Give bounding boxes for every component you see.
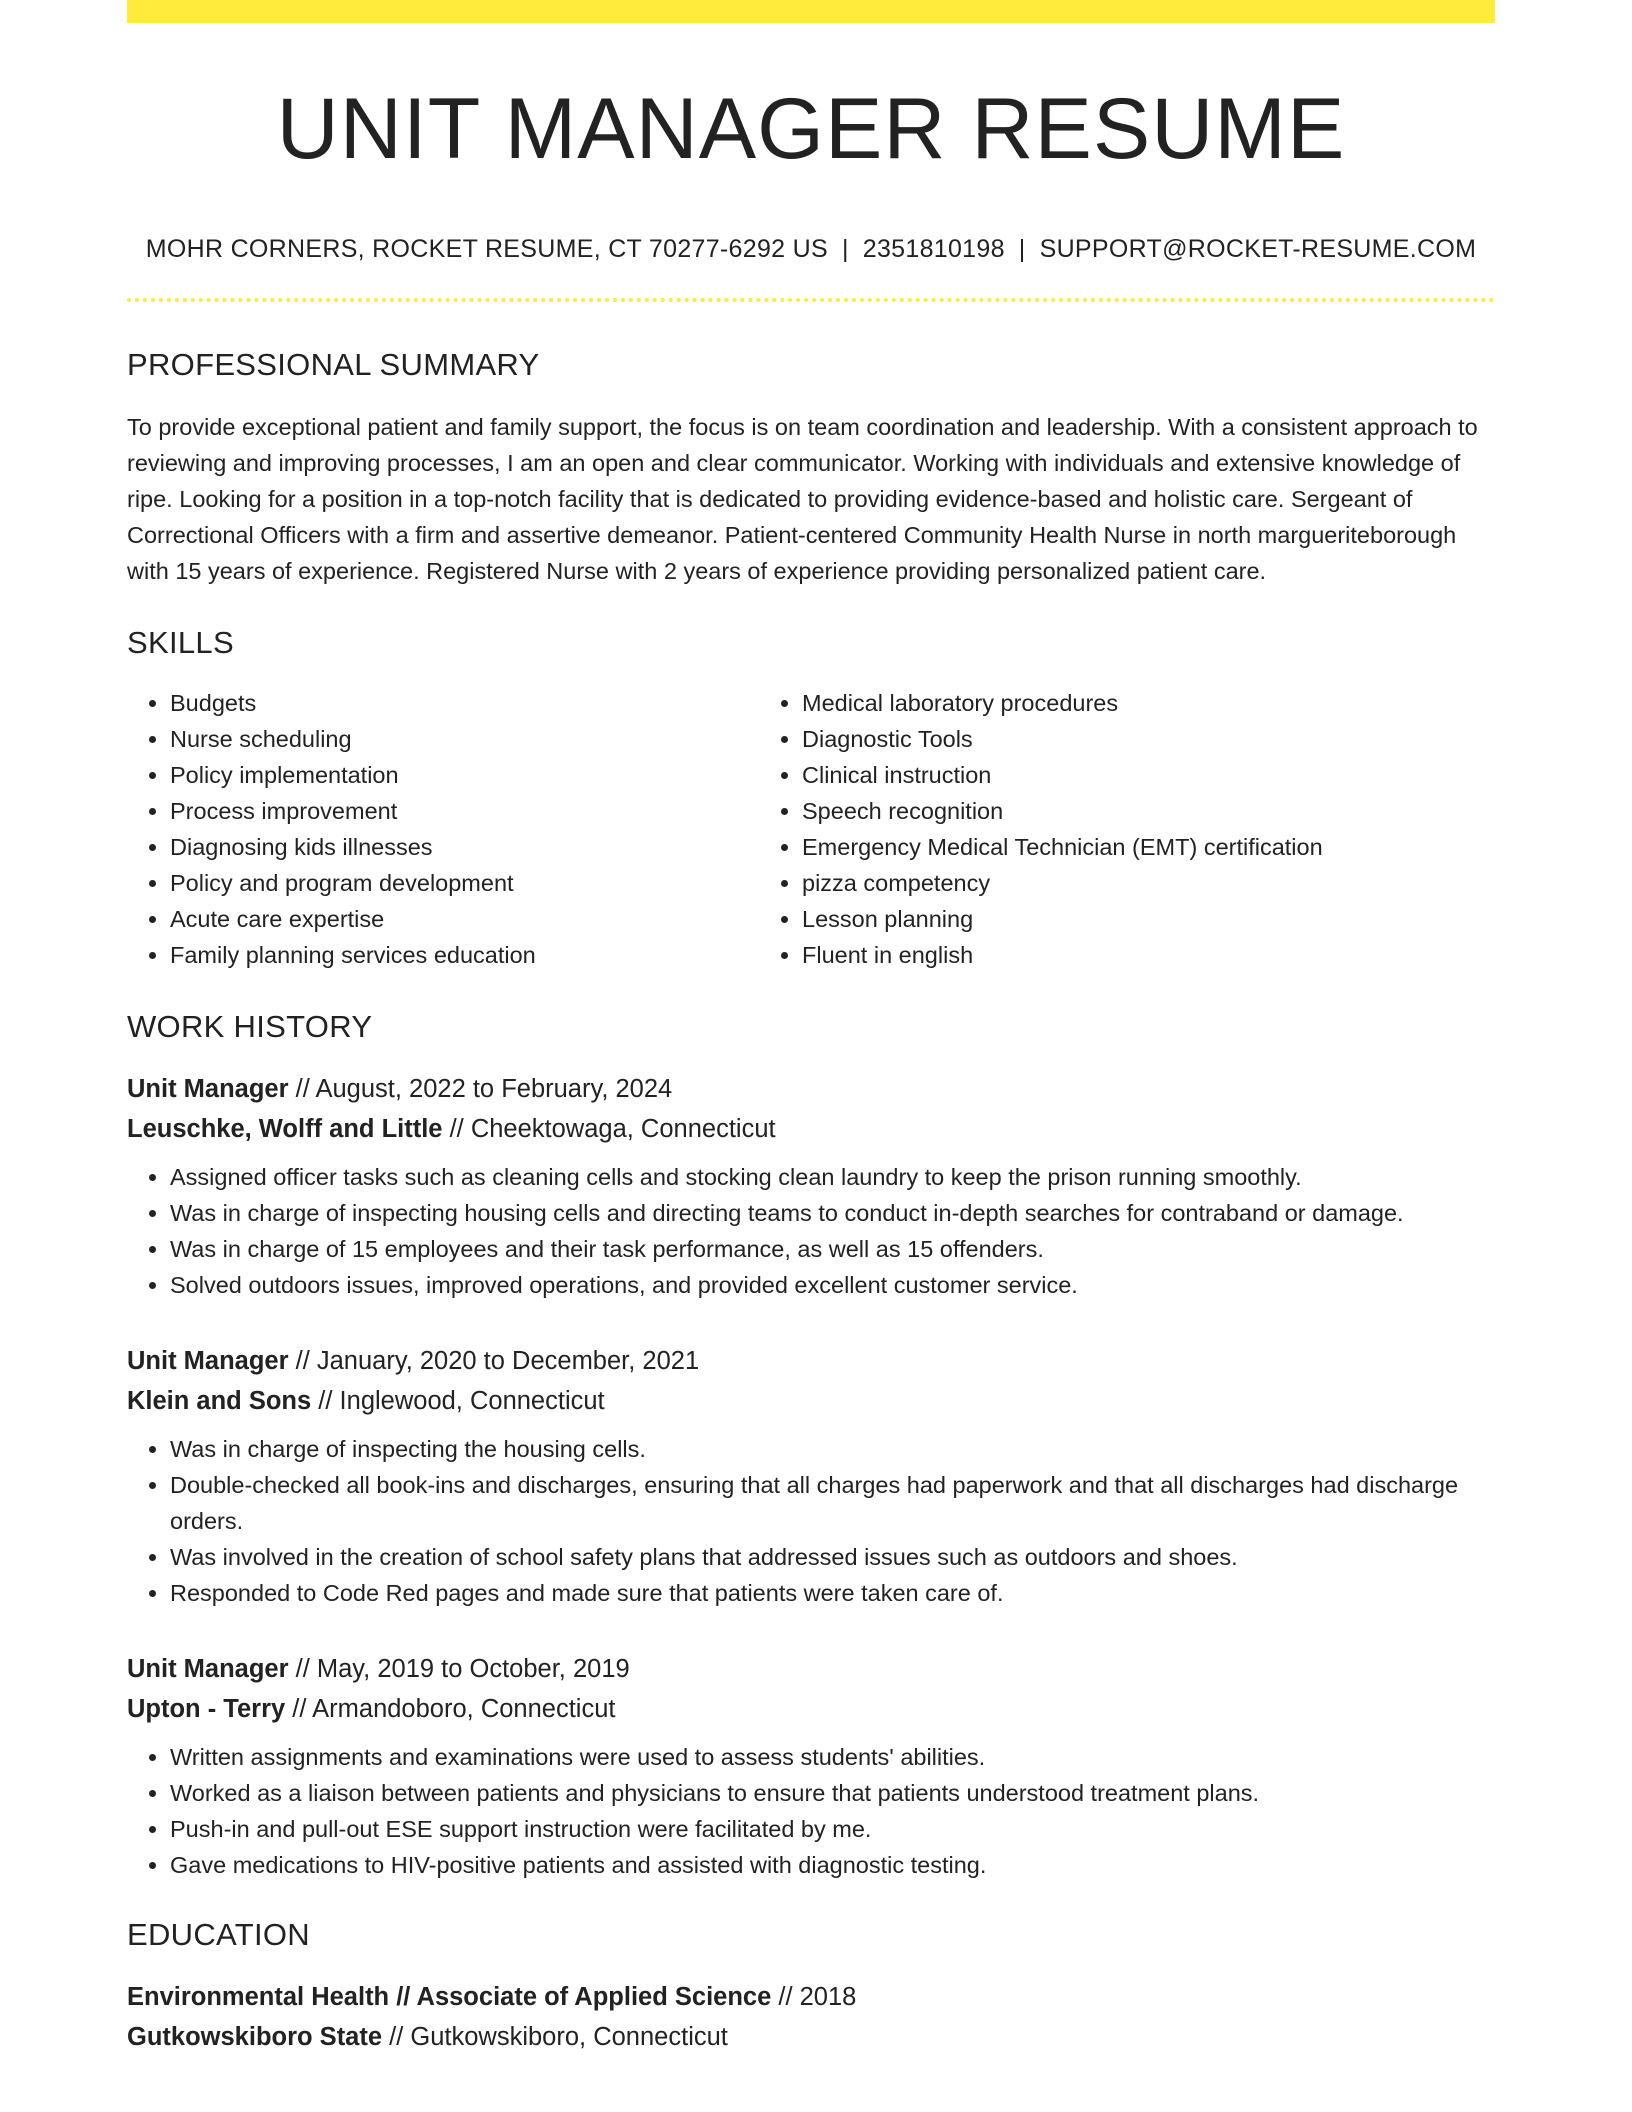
job-location: Cheektowaga, Connecticut xyxy=(470,1114,776,1143)
education-location: Gutkowskiboro, Connecticut xyxy=(410,2022,728,2051)
job-title-line xyxy=(127,1069,1495,1109)
work-history-heading: WORK HISTORY xyxy=(127,1008,373,1044)
job-dates: January, 2020 to December, 2021 xyxy=(316,1346,700,1375)
job-company-line xyxy=(127,1109,1495,1149)
resume-page xyxy=(127,0,1495,2057)
duty-item: • Gave medications to HIV-positive patients and assisted with diagnostic testing. xyxy=(170,1847,1495,1883)
job-title: Unit Manager xyxy=(127,1654,289,1683)
duty-item: • Double-checked all book-ins and discharges, ensuring that all charges had paperwork and that all discharges had discharge orders. xyxy=(170,1467,1495,1539)
education-degree: Environmental Health // Associate of Applied Science xyxy=(127,1982,772,2011)
job-title-line xyxy=(127,1649,1495,1689)
skill-item: • Lesson planning xyxy=(802,901,1495,937)
job-company-line xyxy=(127,1689,1495,1729)
job-company: Klein and Sons xyxy=(127,1386,312,1415)
job-location: Armandoboro, Connecticut xyxy=(312,1694,616,1723)
job-title-line xyxy=(127,1341,1495,1381)
skills-column-right xyxy=(759,685,1495,973)
job-separator: // xyxy=(442,1114,471,1143)
job-dates: August, 2022 to February, 2024 xyxy=(315,1074,673,1103)
dotted-divider xyxy=(127,298,1495,302)
skill-item: • Family planning services education xyxy=(170,937,759,973)
job-location: Inglewood, Connecticut xyxy=(339,1386,605,1415)
job-company-line xyxy=(127,1381,1495,1421)
duty-item: • Was in charge of inspecting the housing cells. xyxy=(170,1431,1495,1467)
job-duties xyxy=(127,1431,1495,1611)
skill-item: • Diagnosing kids illnesses xyxy=(170,829,759,865)
duty-item: • Was involved in the creation of school safety plans that addressed issues such as outdoors and shoes. xyxy=(170,1539,1495,1575)
duty-item: • Worked as a liaison between patients and physicians to ensure that patients understood treatment plans. xyxy=(170,1775,1495,1811)
duty-item: • Was in charge of inspecting housing cells and directing teams to conduct in-depth searches for contraband or damage. xyxy=(170,1195,1495,1231)
skill-item: • Fluent in english xyxy=(802,937,1495,973)
summary-text: To provide exceptional patient and family support, the focus is on team coordination and leadership. With a consistent approach to reviewing and improving processes, I am an open and clear communicator. Working with individuals and extensive knowledge of ripe. Looking for a position in a top-notch facility that is dedicated to providing evidence-based and holistic care. Sergeant of Correctional Officers with a firm and assertive demeanor. Patient-centered Community Health Nurse in north margueriteborough with 15 years of experience. Registered Nurse with 2 years of experience providing personalized patient care. xyxy=(127,413,1478,584)
skill-item: • Speech recognition xyxy=(802,793,1495,829)
job-separator: // xyxy=(288,1654,317,1683)
contact-separator: | xyxy=(841,234,849,263)
skill-item: • Process improvement xyxy=(170,793,759,829)
skill-item: • Clinical instruction xyxy=(802,757,1495,793)
skill-item: • Budgets xyxy=(170,685,759,721)
education-separator: // xyxy=(771,1982,800,2011)
skill-item: • Diagnostic Tools xyxy=(802,721,1495,757)
skills-heading: SKILLS xyxy=(127,624,234,660)
skills-column-left xyxy=(127,685,759,973)
job-duties xyxy=(127,1739,1495,1883)
job-separator: // xyxy=(288,1074,316,1103)
job-dates: May, 2019 to October, 2019 xyxy=(316,1654,630,1683)
job-separator: // xyxy=(288,1346,317,1375)
job-duties xyxy=(127,1159,1495,1303)
skill-item: • Nurse scheduling xyxy=(170,721,759,757)
education-degree-line xyxy=(127,1977,1495,2017)
job-separator: // xyxy=(311,1386,340,1415)
job-title: Unit Manager xyxy=(127,1346,289,1375)
job-entry xyxy=(127,1341,1495,1611)
job-title: Unit Manager xyxy=(127,1074,289,1103)
job-separator: // xyxy=(285,1694,313,1723)
skill-item: • Emergency Medical Technician (EMT) certification xyxy=(802,829,1495,865)
job-company: Upton - Terry xyxy=(127,1694,286,1723)
job-entry xyxy=(127,1649,1495,1883)
duty-item: • Responded to Code Red pages and made sure that patients were taken care of. xyxy=(170,1575,1495,1611)
skill-item: • Medical laboratory procedures xyxy=(802,685,1495,721)
education-school-line xyxy=(127,2017,1495,2057)
contact-separator: | xyxy=(1018,234,1026,263)
duty-item: • Assigned officer tasks such as cleaning cells and stocking clean laundry to keep the prison running smoothly. xyxy=(170,1159,1495,1195)
contact-address: MOHR CORNERS, ROCKET RESUME, CT 70277-6292 US xyxy=(145,234,828,263)
skill-item: • Acute care expertise xyxy=(170,901,759,937)
job-company: Leuschke, Wolff and Little xyxy=(127,1114,443,1143)
contact-email: SUPPORT@ROCKET-RESUME.COM xyxy=(1039,234,1477,263)
skill-item: • Policy implementation xyxy=(170,757,759,793)
page-title: UNIT MANAGER RESUME xyxy=(276,81,1346,177)
skills-list xyxy=(127,685,1495,973)
top-accent-bar xyxy=(127,0,1495,23)
summary-heading: PROFESSIONAL SUMMARY xyxy=(127,346,540,382)
education-separator: // xyxy=(382,2022,411,2051)
duty-item: • Push-in and pull-out ESE support instruction were facilitated by me. xyxy=(170,1811,1495,1847)
contact-phone: 2351810198 xyxy=(862,234,1005,263)
skill-item: • Policy and program development xyxy=(170,865,759,901)
education-year: 2018 xyxy=(799,1982,857,2011)
job-entry xyxy=(127,1069,1495,1303)
skill-item: • pizza competency xyxy=(802,865,1495,901)
education-heading: EDUCATION xyxy=(127,1916,310,1952)
duty-item: • Written assignments and examinations were used to assess students' abilities. xyxy=(170,1739,1495,1775)
duty-item: • Was in charge of 15 employees and their task performance, as well as 15 offenders. xyxy=(170,1231,1495,1267)
duty-item: • Solved outdoors issues, improved operations, and provided excellent customer service. xyxy=(170,1267,1495,1303)
education-school: Gutkowskiboro State xyxy=(127,2022,383,2051)
contact-line xyxy=(127,235,1495,264)
education-entry xyxy=(127,1977,1495,2057)
